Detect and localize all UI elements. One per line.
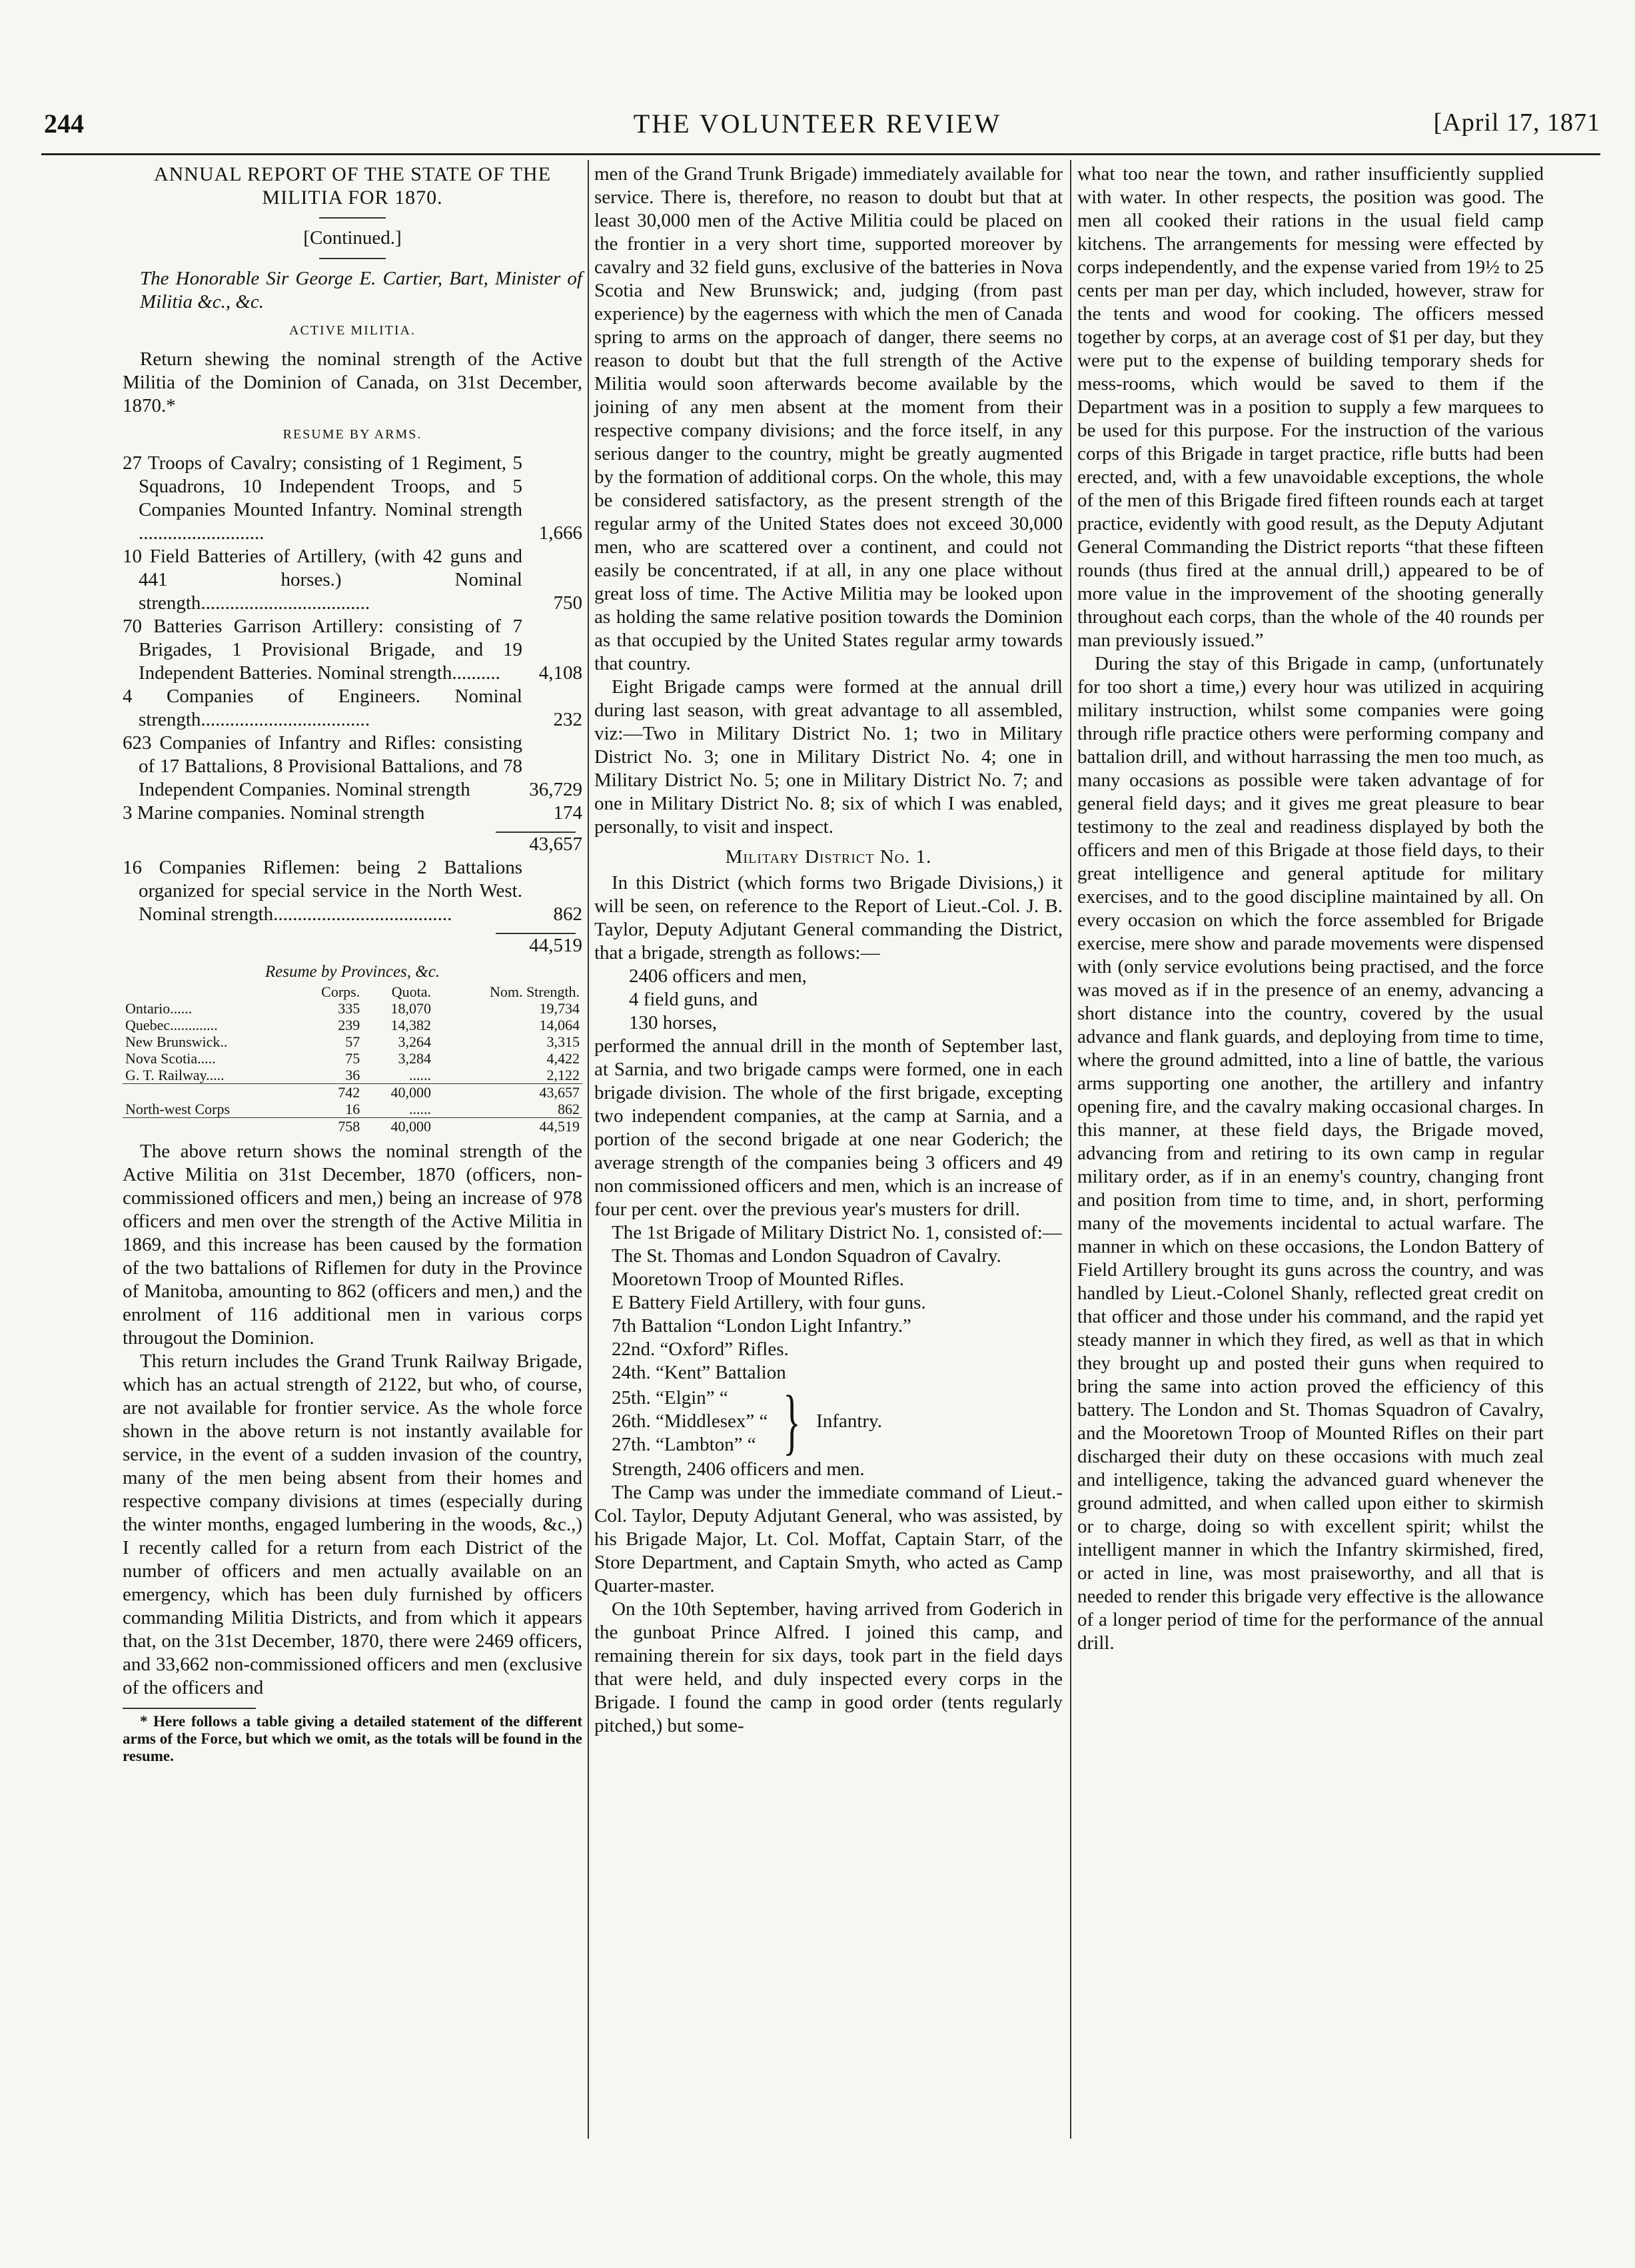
- entry-value: 1,666: [538, 522, 582, 544]
- corps-cell: 758: [338, 1118, 360, 1135]
- unit-line: The St. Thomas and London Squadron of Cavalry.: [612, 1245, 1001, 1267]
- entry-text: 10 Field Batteries of Artillery, (with 42 guns and 441 horses.) Nominal strength...................................: [123, 546, 522, 614]
- paragraph: This return includes the Grand Trunk Railway Brigade, which has an actual strength of 2122, but who, of course, are not available for frontier service. As the whole force shown in the above return is not instantly available for service, in the event of a sudden invasion of the country, many of the men being absent from their homes and respective company divisions at times (especially during the winter months, engaged lumbering in the woods, &c.,) I recently called for a return from each District of the number of officers and men actually available on an emergency, which has been duly furnished by officers commanding Militia Districts, and from which it appears that, on the 31st December, 1870, there were 2469 officers, and 33,662 non-commissioned officers and men (exclusive of the officers and: [123, 1351, 582, 1698]
- unit-line: 26th. “Middlesex” “: [612, 1410, 768, 1432]
- strength-cell: 19,734: [539, 1000, 580, 1017]
- resume-heading: RESUME BY ARMS.: [282, 427, 422, 442]
- provinces-heading: Resume by Provinces, &c.: [265, 963, 440, 981]
- column-2: [594, 163, 1063, 1738]
- table-row: [123, 1033, 582, 1050]
- province-name: North-west Corps: [125, 1101, 231, 1117]
- entry-field-batteries: [123, 545, 582, 615]
- subtotal-value: 43,657: [529, 834, 582, 855]
- return-intro: Return shewing the nominal strength of the Active Militia of the Dominion of Canada, on 31st December, 1870.*: [123, 348, 582, 416]
- paragraph: performed the annual drill in the month of September last, at Sarnia, and two brigade camps were formed, one in each brigade division. The whole of the first brigade, excepting two independent companies, at the camp at Sarnia, and a portion of the second brigade at one near Goderich; the average strength of the companies being 3 officers and 49 non commissioned officers and men, which is an increase of four per cent. over the previous year's musters for drill.: [594, 1035, 1063, 1220]
- column-header: Quota.: [391, 983, 431, 1000]
- entry-riflemen: [123, 856, 582, 926]
- corps-cell: 75: [345, 1050, 360, 1067]
- paragraph: On the 10th September, having arrived from Goderich in the gunboat Prince Alfred. I joined this camp, and remaining therein for six days, took part in the field days that were held, and duly inspected every corps in the Brigade. I found the camp in good order (tents regularly pitched,) but some-: [594, 1598, 1063, 1736]
- strength-total: Strength, 2406 officers and men.: [612, 1458, 865, 1480]
- corps-cell: 239: [338, 1017, 360, 1033]
- province-name: Ontario......: [125, 1000, 193, 1017]
- entry-text: 16 Companies Riflemen: being 2 Battalions organized for special service in the North West. Nominal strength.....................................: [123, 857, 522, 925]
- corps-cell: 742: [338, 1084, 360, 1101]
- table-total-row: [123, 1118, 582, 1135]
- paragraph: what too near the town, and rather insufficiently supplied with water. In other respects, the position was good. The men all cooked their rations in the usual field camp kitchens. The arrangements for messing were effected by corps independently, and the expense varied from 19½ to 25 cents per man per day, which included, however, straw for the tents and wood for cooking. The officers messed together by corps, at an average cost of $1 per day, but they were put to the expense of building temporary sheds for mess-rooms, which would be saved to them if the Department was in a position to supply a few marquees to be used for this purpose. For the instruction of the various corps of this Brigade in target practice, rifle butts had been erected, and, with a few unavoidable exceptions, the whole of the men of this Brigade fired fifteen rounds each at target practice, evidently with good result, as the Deputy Adjutant General Commanding the District reports “that these fifteen rounds (thus fired at the annual drill,) appeared to be of more value in the improvement of the shooting generally throughout each corps, than the whole of the 40 rounds per man previously issued.”: [1077, 163, 1544, 651]
- title-rule: [319, 217, 386, 219]
- corps-cell: 16: [345, 1101, 360, 1117]
- publication-title: THE VOLUNTEER REVIEW: [633, 109, 1002, 139]
- table-row: [123, 1067, 582, 1084]
- issue-date: [April 17, 1871: [1433, 109, 1600, 137]
- corps-cell: 36: [345, 1067, 360, 1083]
- corps-cell: 57: [345, 1033, 360, 1050]
- quota-cell: 3,264: [398, 1033, 431, 1050]
- paragraph: men of the Grand Trunk Brigade) immediately available for service. There is, therefore, no reason to doubt but that at least 30,000 men of the Active Militia could be placed on the frontier in a very short time, supported moreover by cavalry and 32 field guns, exclusive of the batteries in Nova Scotia and New Brunswick; and, judging (from past experience) by the eagerness with which the men of Canada spring to arms on the approach of danger, there seems no reason to doubt but that the full strength of the Active Militia would soon afterwards become available by the joining of any men absent at the moment from their respective company divisions; and the force itself, in any serious danger to the country, might be greatly augmented by the formation of additional corps. On the whole, this may be considered satisfactory, as the present strength of the regular army of the United States does not exceed 30,000 men, who are scattered over a continent, and could not easily be concentrated, if at all, in any one place without great loss of time. The Active Militia may be looked upon as holding the same relative position towards the Dominion as that occupied by the United States regular army towards that country.: [594, 163, 1063, 674]
- article-title: ANNUAL REPORT OF THE STATE OF THE MILITIA FOR 1870.: [153, 163, 552, 209]
- table-row: [123, 1000, 582, 1017]
- province-name: Quebec.............: [125, 1017, 218, 1033]
- district-subheading: Military District No. 1.: [725, 846, 932, 867]
- paragraph: The Camp was under the immediate command of Lieut.-Col. Taylor, Deputy Adjutant General, who was assisted, by his Brigade Major, Lt. Col. Moffat, Captain Starr, of the Store Department, and Captain Smyth, who acted as Camp Quarter-master.: [594, 1482, 1063, 1596]
- unit-line: 22nd. “Oxford” Rifles.: [612, 1339, 789, 1360]
- province-name: G. T. Railway.....: [125, 1067, 225, 1083]
- strength-line: 2406 officers and men,: [629, 965, 807, 987]
- table-subtotal-row: [123, 1084, 582, 1101]
- unit-line: 24th. “Kent” Battalion: [612, 1362, 786, 1383]
- entry-value: 750: [553, 592, 582, 614]
- entry-value: 36,729: [529, 779, 582, 800]
- header-rule: [41, 153, 1600, 155]
- total-value: 44,519: [529, 935, 582, 956]
- corps-cell: 335: [338, 1000, 360, 1017]
- province-name: New Brunswick..: [125, 1033, 228, 1050]
- strength-line: 4 field guns, and: [629, 989, 758, 1010]
- quota-cell: ......: [408, 1101, 431, 1117]
- entry-text: 27 Troops of Cavalry; consisting of 1 Regiment, 5 Squadrons, 10 Independent Troops, and 5 Companies Mounted Infantry. Nominal strength ..........................: [123, 452, 522, 544]
- unit-line: 25th. “Elgin” “: [612, 1387, 728, 1409]
- entry-value: 232: [553, 709, 582, 730]
- column-divider-1: [588, 160, 589, 2139]
- strength-cell: 2,122: [546, 1067, 580, 1083]
- quota-cell: 40,000: [390, 1118, 431, 1135]
- paragraph: Eight Brigade camps were formed at the annual drill during last season, with great advantage to all assembled, viz:—Two in Military District No. 1; two in Military District No. 3; one in Military District No. 4; one in Military District No. 5; one in Military District No. 7; and one in Military District No. 8; six of which I was enabled, personally, to visit and inspect.: [594, 676, 1063, 838]
- strength-cell: 14,064: [539, 1017, 580, 1033]
- table-row: [123, 1050, 582, 1067]
- entry-text: 70 Batteries Garrison Artillery: consisting of 7 Brigades, 1 Provisional Brigade, and 19 Independent Batteries. Nominal strength..........: [123, 616, 522, 684]
- quota-cell: 18,070: [390, 1000, 431, 1017]
- province-name: Nova Scotia.....: [125, 1050, 216, 1067]
- column-1: [123, 163, 582, 1765]
- entry-marine: [123, 802, 582, 825]
- continued-rule: [319, 258, 386, 259]
- column-3: [1077, 163, 1544, 1655]
- table-row: [123, 1101, 582, 1118]
- table-header-row: [123, 983, 582, 1000]
- addressee: The Honorable Sir George E. Cartier, Bart, Minister of Militia &c., &c.: [140, 268, 582, 312]
- footnote: * Here follows a table giving a detailed statement of the different arms of the Force, but which we omit, as the totals will be found in the resume.: [123, 1713, 582, 1764]
- strength-cell: 44,519: [539, 1118, 580, 1135]
- entry-cavalry: [123, 452, 582, 545]
- paragraph: The 1st Brigade of Military District No. 1, consisted of:—: [612, 1222, 1062, 1243]
- section-heading: ACTIVE MILITIA.: [289, 323, 416, 338]
- quota-cell: 40,000: [390, 1084, 431, 1101]
- column-header: Nom. Strength.: [489, 983, 580, 1000]
- unit-line: 27th. “Lambton” “: [612, 1433, 756, 1455]
- entry-text: 623 Companies of Infantry and Rifles: consisting of 17 Battalions, 8 Provisional Battalions, and 78 Independent Companies. Nominal strength: [123, 732, 522, 800]
- paragraph: The above return shows the nominal strength of the Active Militia on 31st December, 1870 (officers, non-commissioned officers and men,) being an increase of 978 officers and men over the strength of the Active Militia in 1869, and this increase has been caused by the formation of the two battalions of Riflemen for duty in the Province of Manitoba, amounting to 862 (officers and men,) and the enrolment of 116 additional men in various corps througout the Dominion.: [123, 1141, 582, 1349]
- entry-value: 174: [553, 802, 582, 824]
- entry-text: 3 Marine companies. Nominal strength: [123, 802, 425, 824]
- paragraph: In this District (which forms two Brigade Divisions,) it will be seen, on reference to the Report of Lieut.-Col. J. B. Taylor, Deputy Adjutant General commanding the District, that a brigade, strength as follows:—: [594, 872, 1063, 963]
- unit-line: 7th Battalion “London Light Infantry.”: [612, 1315, 911, 1337]
- entry-engineers: [123, 685, 582, 732]
- table-row: [123, 1017, 582, 1033]
- unit-line: Mooretown Troop of Mounted Rifles.: [612, 1269, 905, 1290]
- entry-text: 4 Companies of Engineers. Nominal strength...................................: [123, 686, 522, 730]
- quota-cell: ......: [408, 1067, 431, 1083]
- entry-value: 4,108: [538, 662, 582, 684]
- infantry-units: [594, 1387, 768, 1456]
- infantry-group: [594, 1381, 1063, 1462]
- entry-infantry: [123, 732, 582, 802]
- entry-garrison-artillery: [123, 615, 582, 685]
- page-number: 244: [44, 109, 84, 139]
- unit-line: E Battery Field Artillery, with four guns.: [612, 1292, 926, 1313]
- footnote-rule: [123, 1708, 256, 1713]
- entry-value: 862: [553, 903, 582, 925]
- strength-line: 130 horses,: [629, 1012, 718, 1033]
- infantry-label: Infantry.: [816, 1410, 882, 1432]
- quota-cell: 14,382: [390, 1017, 431, 1033]
- continued-label: [Continued.]: [303, 227, 402, 249]
- strength-cell: 43,657: [539, 1084, 580, 1101]
- provinces-table: [123, 983, 582, 1135]
- paragraph: During the stay of this Brigade in camp, (unfortunately for too short a time,) every hour was utilized in acquiring military instruction, whilst some companies were going through rifle practice others were performing company and battalion drill, and without harrassing the men too much, as many occasions as possible were taken advantage of for general field days; and it gives me great pleasure to bear testimony to the zeal and readiness displayed by both the officers and men of this Brigade at those field days, to their great intelligence and general aptitude for military exercises, and to the good discipline maintained by all. On every occasion on which the force assembled for Brigade exercise, mere show and parade movements were dispensed with (only service evolutions being practised, and the force was moved as if in the presence of an enemy, advancing a short distance into the country, covered by the usual advance and flank guards, and deploying from time to time, where the ground admitted, into a line of battle, the various arms supporting one another, the artillery and infantry opening fire, and the cavalry making occasional charges. In this manner, at these field days, the Brigade moved, advancing from and retiring to its own camp in regular military order, as if in an enemy's country, changing front and position from time to time, and, in short, performing many of the movements incidental to actual warfare. The manner in which on these occasions, the London Battery of Field Artillery brought its guns across the country, and was handled by Lieut.-Colonel Shanly, reflected great credit on that officer and those under his command, and the rapid yet steady manner in which they fired, as well as that in which they brought up and posted their guns when required to bring the same into action proved the efficiency of this battery. The London and St. Thomas Squadron of Cavalry, and the Mooretown Troop of Mounted Rifles on their part discharged their duty on these occasions with much zeal and intelligence, taking the advanced guard whenever the ground admitted, and when called upon either to skirmish or to charge, doing so with excellent spirit; whilst the intelligent manner in which the Infantry skirmished, fired, or acted in line, was most praiseworthy, and all that is needed to render this brigade very effective is the allowance of a longer period of time for the performance of the annual drill.: [1077, 653, 1544, 1654]
- strength-cell: 4,422: [546, 1050, 580, 1067]
- column-header: Corps.: [321, 983, 360, 1000]
- column-divider-2: [1070, 160, 1071, 2139]
- strength-cell: 3,315: [546, 1033, 580, 1050]
- brace-symbol: }: [783, 1381, 801, 1462]
- page-header: [0, 108, 1635, 148]
- quota-cell: 3,284: [398, 1050, 431, 1067]
- strength-cell: 862: [558, 1101, 580, 1117]
